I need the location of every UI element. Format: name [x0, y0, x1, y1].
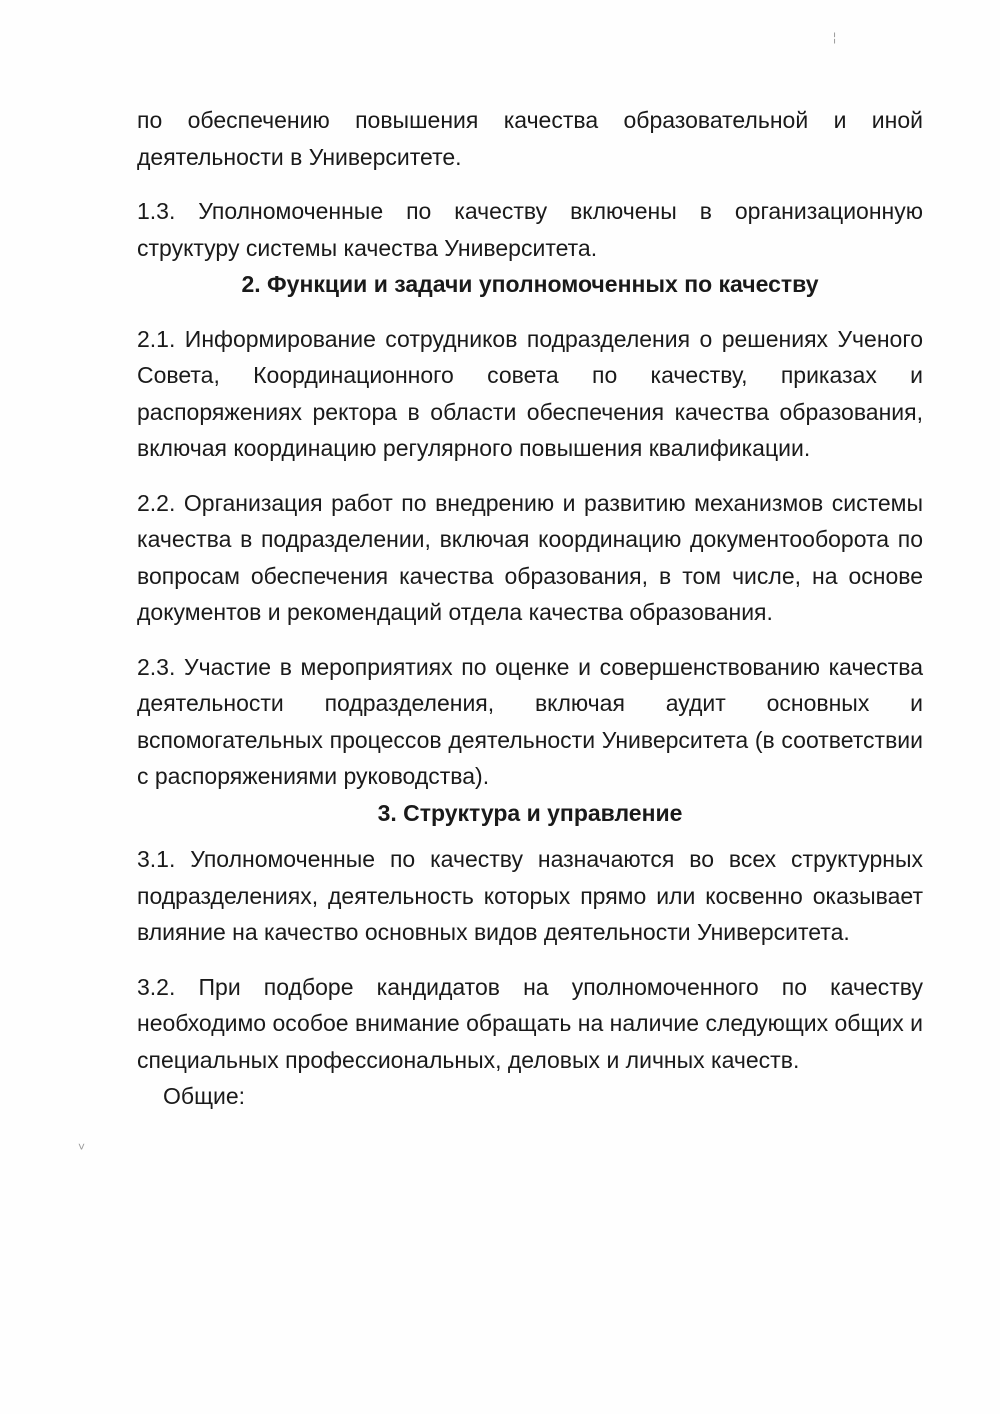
paragraph-2-3: 2.3. Участие в мероприятиях по оценке и совершенствованию качества деятельности подразделения, включая аудит основных и вспомогательных процессов деятельности Университета (в соответствии с распоряжениями руководства).: [137, 653, 923, 789]
paragraph-2-2: 2.2. Организация работ по внедрению и развитию механизмов системы качества в подразделении, включая координацию документооборота по вопросам обеспечения качества образования, в том числе, на основе документов и рекомендаций отдела качества образования.: [137, 489, 923, 625]
paragraph-3-2: 3.2. При подборе кандидатов на уполномоченного по качеству необходимо особое внимание обращать на наличие следующих общих и специальных профессиональных, деловых и личных качеств.: [137, 973, 923, 1073]
section-2-heading: 2. Функции и задачи уполномоченных по качеству: [241, 271, 819, 297]
section-3-heading: 3. Структура и управление: [377, 799, 683, 826]
paragraph-general-label: Общие:: [163, 1083, 246, 1109]
paragraph-3-1: 3.1. Уполномоченные по качеству назначаются во всех структурных подразделениях, деятельность которых прямо или косвенно оказывает влияние на качество основных видов деятельности Университета.: [137, 846, 923, 945]
scan-artifact-mark: ¦: [833, 30, 837, 44]
scan-artifact-mark: ˅: [78, 1140, 86, 1154]
paragraph-intro: по обеспечению повышения качества образовательной и иной деятельности в Университете.: [137, 107, 923, 170]
paragraph-2-1: 2.1. Информирование сотрудников подразделения о решениях Ученого Совета, Координационного совета по качеству, приказах и распоряжениях ректора в области обеспечения качества образования, включая координацию регулярного повышения квалификации.: [137, 325, 923, 461]
document-body: [137, 102, 923, 1115]
paragraph-1-3: 1.3. Уполномоченные по качеству включены в организационную структуру системы качества Университета.: [137, 198, 923, 261]
